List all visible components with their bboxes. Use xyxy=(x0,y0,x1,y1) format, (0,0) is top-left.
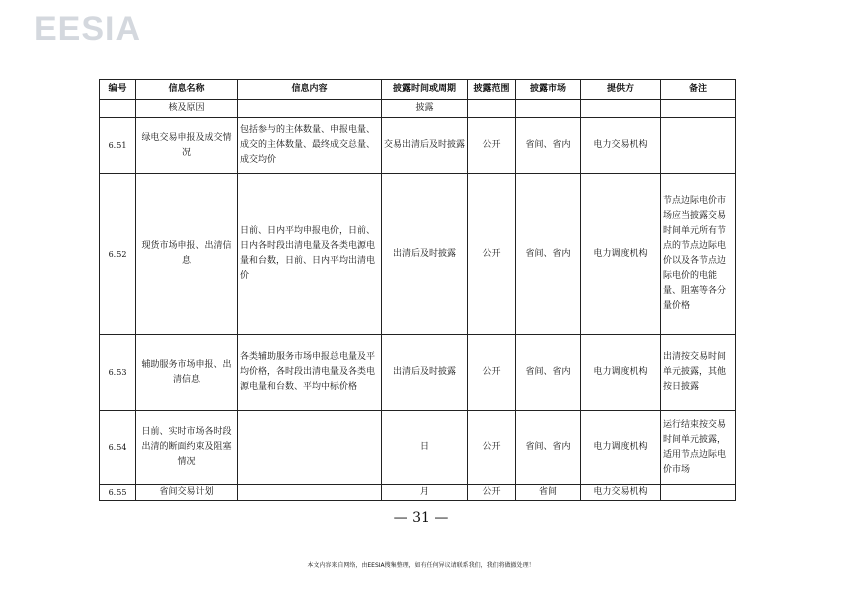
disclosure-table xyxy=(99,79,736,501)
row-scope: 公开 xyxy=(468,485,516,501)
row-id: 6.54 xyxy=(100,411,136,485)
row-provider: 电力交易机构 xyxy=(581,485,661,501)
row-id: 6.53 xyxy=(100,335,136,411)
row-id xyxy=(100,100,136,118)
table-header-row xyxy=(100,80,736,100)
row-provider: 电力调度机构 xyxy=(581,335,661,411)
row-scope: 公开 xyxy=(468,118,516,174)
row-note xyxy=(661,100,736,118)
row-name: 日前、实时市场各时段出清的断面约束及阻塞情况 xyxy=(136,411,238,485)
row-provider xyxy=(581,100,661,118)
row-content xyxy=(238,100,382,118)
row-note xyxy=(661,485,736,501)
footer-disclaimer: 本文内容来自网络，由EESIA搜集整理，如有任何异议请联系我们，我们将做撤处理！ xyxy=(307,562,535,569)
row-time: 披露 xyxy=(382,100,468,118)
header-note: 备注 xyxy=(661,80,736,100)
row-name: 省间交易计划 xyxy=(136,485,238,501)
header-provider: 提供方 xyxy=(581,80,661,100)
row-name: 绿电交易申报及成交情况 xyxy=(136,118,238,174)
row-content xyxy=(238,485,382,501)
row-content: 各类辅助服务市场申报总电量及平均价格，各时段出清电量及各类电源电量和台数、平均中标价格 xyxy=(238,335,382,411)
row-market: 省间、省内 xyxy=(516,118,581,174)
row-name: 辅助服务市场申报、出清信息 xyxy=(136,335,238,411)
table-row xyxy=(100,485,736,501)
row-content: 日前、日内平均申报电价，日前、日内各时段出清电量及各类电源电量和台数，日前、日内平均出清电价 xyxy=(238,174,382,335)
row-time: 日 xyxy=(382,411,468,485)
row-scope: 公开 xyxy=(468,174,516,335)
table-row xyxy=(100,335,736,411)
row-time: 月 xyxy=(382,485,468,501)
row-provider: 电力交易机构 xyxy=(581,118,661,174)
table-row xyxy=(100,100,736,118)
row-note xyxy=(661,118,736,174)
row-name: 现货市场申报、出清信息 xyxy=(136,174,238,335)
row-content: 包括参与的主体数量、申报电量、成交的主体数量、最终成交总量、成交均价 xyxy=(238,118,382,174)
row-id: 6.55 xyxy=(100,485,136,501)
row-market: 省间、省内 xyxy=(516,174,581,335)
row-market: 省间 xyxy=(516,485,581,501)
page-number: — 31 — xyxy=(393,510,449,526)
row-market: 省间、省内 xyxy=(516,335,581,411)
header-time: 披露时间或周期 xyxy=(382,80,468,100)
header-name: 信息名称 xyxy=(136,80,238,100)
table-row xyxy=(100,118,736,174)
header-content: 信息内容 xyxy=(238,80,382,100)
header-market: 披露市场 xyxy=(516,80,581,100)
row-note: 运行结束按交易时间单元披露，适用节点边际电价市场 xyxy=(661,411,736,485)
row-provider: 电力调度机构 xyxy=(581,411,661,485)
row-scope: 公开 xyxy=(468,411,516,485)
row-time: 出清后及时披露 xyxy=(382,174,468,335)
row-content xyxy=(238,411,382,485)
row-id: 6.52 xyxy=(100,174,136,335)
header-scope: 披露范围 xyxy=(468,80,516,100)
row-market xyxy=(516,100,581,118)
row-time: 交易出清后及时披露 xyxy=(382,118,468,174)
row-provider: 电力调度机构 xyxy=(581,174,661,335)
row-id: 6.51 xyxy=(100,118,136,174)
row-scope xyxy=(468,100,516,118)
row-scope: 公开 xyxy=(468,335,516,411)
table-row xyxy=(100,174,736,335)
eesia-logo: EESIA xyxy=(34,10,142,48)
row-time: 出清后及时披露 xyxy=(382,335,468,411)
row-name: 核及原因 xyxy=(136,100,238,118)
row-note: 出清按交易时间单元披露，其他按日披露 xyxy=(661,335,736,411)
header-id: 编号 xyxy=(100,80,136,100)
row-note: 节点边际电价市场应当披露交易时间单元所有节点的节点边际电价以及各节点边际电价的电能量、阻塞等各分量价格 xyxy=(661,174,736,335)
row-market: 省间、省内 xyxy=(516,411,581,485)
table-row xyxy=(100,411,736,485)
